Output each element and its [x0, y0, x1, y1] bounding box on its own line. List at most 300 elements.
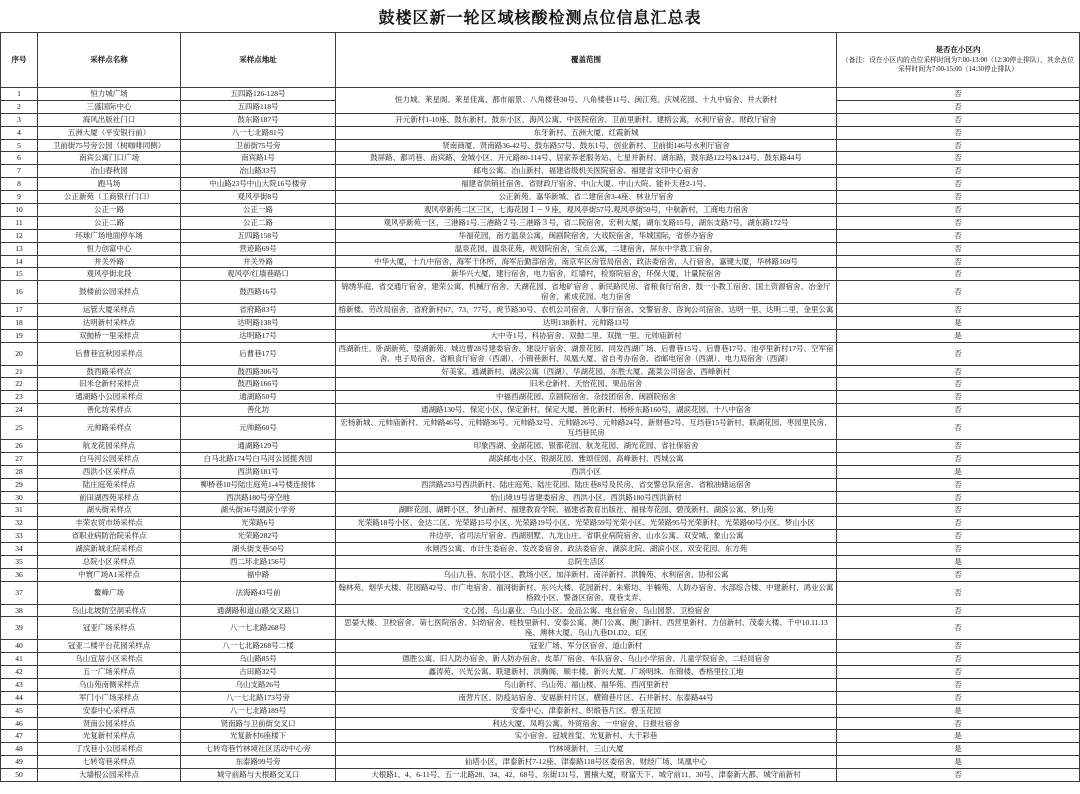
cell-no: 16 [1, 281, 38, 304]
sampling-points-table [0, 32, 1080, 782]
cell-coverage: 竹林境新村、三山大厦 [336, 743, 837, 756]
cell-in-area: 是 [837, 555, 1080, 568]
cell-name: 航龙花园采样点 [38, 439, 181, 452]
cell-name: 达明新村采样点 [38, 317, 181, 330]
cell-addr: 乌山路85号 [181, 653, 336, 666]
table-row [1, 769, 1080, 782]
cell-coverage: 西洪小区 [336, 465, 837, 478]
cell-name: 井关外路 [38, 255, 181, 268]
table-row [1, 691, 1080, 704]
cell-name: 海风出版社门口 [38, 113, 181, 126]
cell-no: 21 [1, 365, 38, 378]
cell-name: 陆庄庭苑采样点 [38, 478, 181, 491]
cell-in-area: 否 [837, 365, 1080, 378]
cell-coverage: 印象西湖、金湖花园、银都花园、航龙花园、湖光花园、省社保宿舍 [336, 439, 837, 452]
cell-no: 31 [1, 504, 38, 517]
cell-in-area: 否 [837, 665, 1080, 678]
cell-addr: 观风亭/红墙巷路口 [181, 268, 336, 281]
cell-name: 安泰中心采样点 [38, 704, 181, 717]
table-row [1, 304, 1080, 317]
cell-coverage: 翰林苑、烟华大楼、花园路42号、市广电宿舍、福河街新村、东兴大楼、花园新村、朱紫坊、半楠苑、人防办宿舍、水部综合楼、中建新村、鸿业公寓格致小区、警备区宿舍、观巷支弄、 [336, 581, 837, 604]
table-row [1, 604, 1080, 617]
cell-in-area: 否 [837, 653, 1080, 666]
cell-coverage: 恒力城、莱星阁、莱星佳寓、都市丽景、八角楼巷30号、八角楼巷11号、闽江苑、庆城花园、十九中宿舍、井大新村 [336, 88, 837, 114]
cell-coverage: 南营片区、防疫站宿舍、安福新村片区、横锦巷片区、石井新村、东泰路44号 [336, 691, 837, 704]
cell-name: 冶山春秋园 [38, 165, 181, 178]
cell-name: 五一广场采样点 [38, 665, 181, 678]
cell-addr: 西洪路181号 [181, 465, 336, 478]
table-row [1, 717, 1080, 730]
table-row [1, 88, 1080, 101]
cell-in-area: 否 [837, 191, 1080, 204]
cell-addr: 光复新村6座楼下 [181, 730, 336, 743]
cell-addr: 五四路118号 [181, 100, 336, 113]
table-row [1, 378, 1080, 391]
cell-addr: 贤南路与卫前街交叉口 [181, 717, 336, 730]
table-row [1, 617, 1080, 640]
cell-name: 善化坊采样点 [38, 404, 181, 417]
cell-coverage: 仙塔小区，津泰新村7-12座、津泰路118号区委宿舍、财经广场、凤凰中心 [336, 756, 837, 769]
cell-name: 环球广场地面停车场 [38, 229, 181, 242]
cell-in-area: 否 [837, 268, 1080, 281]
cell-name: 乌山苑南侧采样点 [38, 678, 181, 691]
table-row [1, 178, 1080, 191]
table-row [1, 452, 1080, 465]
cell-coverage: 大中寺1号、科协宿舍、双抛二里、双抛一里、元帅庙新村 [336, 329, 837, 342]
cell-name: 七转弯巷采样点 [38, 756, 181, 769]
cell-in-area: 否 [837, 717, 1080, 730]
cell-name: 冠亚二楼平台花园采样点 [38, 640, 181, 653]
cell-in-area: 否 [837, 304, 1080, 317]
cell-no: 1 [1, 88, 38, 101]
cell-no: 18 [1, 317, 38, 330]
cell-in-area: 否 [837, 517, 1080, 530]
cell-no: 9 [1, 191, 38, 204]
cell-no: 19 [1, 329, 38, 342]
cell-no: 23 [1, 391, 38, 404]
cell-no: 49 [1, 756, 38, 769]
cell-addr: 鼓东路187号 [181, 113, 336, 126]
cell-addr: 通湖路129号 [181, 439, 336, 452]
cell-coverage: 温泉花园，温泉花苑，规划院宿舍，宝点公寓，二建宿舍，屏东中学教工宿舍， [336, 242, 837, 255]
cell-addr: 白马北路174号白马河公园揽秀园 [181, 452, 336, 465]
cell-coverage: 邮电公寓、冶山新村、福建省级机关医院宿舍、福建省文印中心宿舍 [336, 165, 837, 178]
table-row [1, 391, 1080, 404]
cell-addr: 西二环北路156号 [181, 555, 336, 568]
cell-name: 大墙根公园采样点 [38, 769, 181, 782]
cell-in-area: 是 [837, 329, 1080, 342]
cell-in-area: 否 [837, 404, 1080, 417]
cell-addr: 中山路23号中山大院16号楼旁 [181, 178, 336, 191]
cell-name: 湖头街采样点 [38, 504, 181, 517]
cell-coverage: 乌山九巷、东辰小区、教场小区、加洋新村、南洋新村、洪腾苑、水利宿舍、协和公寓 [336, 568, 837, 581]
cell-no: 22 [1, 378, 38, 391]
cell-in-area: 否 [837, 543, 1080, 556]
table-row [1, 730, 1080, 743]
cell-in-area: 否 [837, 242, 1080, 255]
cell-coverage: 观风亭新苑一区，三港路1号.三港路２号.三港路３号，省二院宿舍，宏利大厦，湖东支路15号，湖东支路7号，湖东路172号 [336, 216, 837, 229]
cell-in-area: 否 [837, 216, 1080, 229]
cell-no: 44 [1, 691, 38, 704]
cell-coverage: 光荣路18号小区、金达二区、光荣路15号小区、光荣路19号小区、光荣路59号光荣小区、光荣路95号光荣新村、光荣路60号小区、梦山小区 [336, 517, 837, 530]
cell-addr: 柳桥巷10号陆庄庭苑1-4号楼连接体 [181, 478, 336, 491]
cell-name: 军门小广场采样点 [38, 691, 181, 704]
cell-no: 40 [1, 640, 38, 653]
cell-no: 15 [1, 268, 38, 281]
table-row [1, 281, 1080, 304]
cell-name: 通湖路小公园采样点 [38, 391, 181, 404]
table-row [1, 704, 1080, 717]
cell-no: 33 [1, 530, 38, 543]
cell-coverage: 鼓屏路、都司巷、南宾路、金城小区、开元路80-114号、居家养老服务站、七星井新村、湖东路，鼓东路122号&124号、鼓东路44号 [336, 152, 837, 165]
cell-name: 公正新苑（工商银行门口） [38, 191, 181, 204]
table-body [1, 88, 1080, 782]
table-row [1, 404, 1080, 417]
cell-in-area: 否 [837, 229, 1080, 242]
header-row [1, 33, 1080, 88]
cell-name: 省职业病防治院采样点 [38, 530, 181, 543]
cell-addr: 光荣路282号 [181, 530, 336, 543]
cell-name: 丰荣农贸市场采样点 [38, 517, 181, 530]
cell-name: 西洪小区采样点 [38, 465, 181, 478]
cell-no: 17 [1, 304, 38, 317]
cell-addr: 五四路158号 [181, 229, 336, 242]
cell-no: 28 [1, 465, 38, 478]
cell-addr: 善化坊 [181, 404, 336, 417]
cell-in-area: 否 [837, 617, 1080, 640]
cell-name: 恒力创富中心 [38, 242, 181, 255]
cell-coverage: 德胜公寓、旧人防办宿舍、新人防办宿舍、皮革厂宿舍、车队宿舍、乌山小学宿舍、儿童学院宿舍、二轻局宿舍 [336, 653, 837, 666]
cell-in-area: 否 [837, 126, 1080, 139]
cell-addr: 元帅路60号 [181, 417, 336, 440]
cell-coverage: 中华大厦，十九中宿舍，海军干休所，海军后勤部宿舍，南京军区房管局宿舍，政法委宿舍，人行宿舍，嘉键大厦，华林路169号 [336, 255, 837, 268]
cell-coverage: 乌山新村、乌山苑、福山楼、福华苑、西河里新村 [336, 678, 837, 691]
cell-name: 冠亚广场采样点 [38, 617, 181, 640]
cell-coverage: 鑫涛苑、兴光公寓、联建新村、洪腾阁、顺丰楼、新兴大厦、广场明珠、东锦楼、香格里拉工地 [336, 665, 837, 678]
cell-name: 公正二路 [38, 216, 181, 229]
table-row [1, 517, 1080, 530]
cell-no: 3 [1, 113, 38, 126]
cell-name: 南宾公寓门口广场 [38, 152, 181, 165]
cell-coverage: 东牙新村、五洲大厦、红霞新城 [336, 126, 837, 139]
cell-no: 14 [1, 255, 38, 268]
cell-no: 8 [1, 178, 38, 191]
cell-in-area: 否 [837, 640, 1080, 653]
cell-no: 36 [1, 568, 38, 581]
cell-addr: 西洪路180号旁空地 [181, 491, 336, 504]
cell-in-area: 否 [837, 113, 1080, 126]
cell-coverage: 榕新楼、劳改局宿舍、省府新村67、73、77号、虎节路30号、农机公司宿舍、人事厅宿舍、交警宿舍、咨询公司宿舍、达明一里、达明二里、金里公寓 [336, 304, 837, 317]
table-row [1, 743, 1080, 756]
table-row [1, 216, 1080, 229]
cell-no: 30 [1, 491, 38, 504]
cell-coverage: 西洪路253号西洪新村、陆庄庭苑、陆庄花园、陆庄巷8号及民房、省交警总队宿舍、省粮油储运宿舍 [336, 478, 837, 491]
cell-name: 旧米仓新村采样点 [38, 378, 181, 391]
cell-name: 鳌峰广场 [38, 581, 181, 604]
cell-name: 后曹巷宜秋园采样点 [38, 342, 181, 365]
cell-addr: 城守前路与大根路交叉口 [181, 769, 336, 782]
cell-in-area: 是 [837, 317, 1080, 330]
cell-name: 乌山宜居小区采样点 [38, 653, 181, 666]
cell-in-area: 否 [837, 100, 1080, 113]
cell-coverage: 贤南商厦、贤南路36-42号、鼓东路57号、鼓东1号，创业新村、卫前街146号水利厅宿舍 [336, 139, 837, 152]
cell-no: 4 [1, 126, 38, 139]
table-row [1, 204, 1080, 217]
cell-name: 运管大厦采样点 [38, 304, 181, 317]
cell-name: 卫前街75号旁公园（树咖啡同侧） [38, 139, 181, 152]
cell-addr: 湖头街支巷50号 [181, 543, 336, 556]
cell-name: 三盛国际中心 [38, 100, 181, 113]
table-row [1, 491, 1080, 504]
cell-no: 35 [1, 555, 38, 568]
cell-no: 34 [1, 543, 38, 556]
cell-no: 41 [1, 653, 38, 666]
cell-addr: 八一七北路173号旁 [181, 691, 336, 704]
table-row [1, 317, 1080, 330]
cell-no: 38 [1, 604, 38, 617]
cell-name: 鼓西路采样点 [38, 365, 181, 378]
cell-in-area: 否 [837, 568, 1080, 581]
cell-addr: 东泰路99号旁 [181, 756, 336, 769]
header-in-area [837, 33, 1080, 88]
table-row [1, 640, 1080, 653]
header-name: 采样点名称 [38, 33, 181, 88]
cell-coverage: 实小宿舍、冠城首玺、光复新村、大干彩巷 [336, 730, 837, 743]
cell-name: 中寰广场A1采样点 [38, 568, 181, 581]
cell-addr: 鼓西路306号 [181, 365, 336, 378]
cell-name: 白马河公园采样点 [38, 452, 181, 465]
cell-in-area: 否 [837, 452, 1080, 465]
cell-addr: 公正二路 [181, 216, 336, 229]
cell-in-area: 否 [837, 491, 1080, 504]
cell-in-area: 否 [837, 178, 1080, 191]
cell-no: 25 [1, 417, 38, 440]
cell-name: 前田湖西苑采样点 [38, 491, 181, 504]
table-header [1, 33, 1080, 88]
table-row [1, 530, 1080, 543]
cell-addr: 达明路138号 [181, 317, 336, 330]
cell-coverage: 好美家、通湖新村、湖滨公寓（西湖）、华湖花园、东胜大厦、蔬菜公司宿舍、西峰新村 [336, 365, 837, 378]
cell-addr: 通湖路和道山路交叉路口 [181, 604, 336, 617]
cell-name: 总院小区采样点 [38, 555, 181, 568]
cell-addr: 通湖路50号 [181, 391, 336, 404]
cell-in-area: 否 [837, 342, 1080, 365]
cell-addr: 福中路 [181, 568, 336, 581]
cell-addr: 八一七北路268号二楼 [181, 640, 336, 653]
cell-name: 跑马场 [38, 178, 181, 191]
table-row [1, 191, 1080, 204]
table-row [1, 653, 1080, 666]
cell-coverage: 开元新村1-10座、鼓东新村、鼓东小区、海风公寓、中医院宿舍、卫前里新村、建榕公寓，水利厅宿舍、财政厅宿舍 [336, 113, 837, 126]
cell-no: 12 [1, 229, 38, 242]
cell-in-area: 否 [837, 281, 1080, 304]
cell-addr: 湖头街36号湖滨小学旁 [181, 504, 336, 517]
cell-no: 29 [1, 478, 38, 491]
cell-no: 43 [1, 678, 38, 691]
cell-no: 47 [1, 730, 38, 743]
cell-in-area: 否 [837, 530, 1080, 543]
header-no: 序号 [1, 33, 38, 88]
cell-no: 45 [1, 704, 38, 717]
cell-in-area: 是 [837, 730, 1080, 743]
table-row [1, 139, 1080, 152]
cell-addr: 后曹巷17号 [181, 342, 336, 365]
cell-coverage: 水闸西公寓、市计生委宿舍、发改委宿舍、政法委宿舍、湖滨北院、湖滨小区、双安花园、东方苑 [336, 543, 837, 556]
table-row [1, 504, 1080, 517]
table-row [1, 568, 1080, 581]
cell-coverage: 旧米仓新村、天怡花园、果品宿舍 [336, 378, 837, 391]
cell-no: 46 [1, 717, 38, 730]
cell-no: 24 [1, 404, 38, 417]
cell-no: 2 [1, 100, 38, 113]
cell-coverage: 湖滨邮电小区、银湖花园、雅颂佳园、高峰新村、西城公寓 [336, 452, 837, 465]
cell-addr: 达明路17号 [181, 329, 336, 342]
cell-addr: 鼓西路16号 [181, 281, 336, 304]
cell-coverage: 总院生活区 [336, 555, 837, 568]
cell-in-area: 否 [837, 139, 1080, 152]
cell-in-area: 否 [837, 152, 1080, 165]
cell-in-area: 否 [837, 439, 1080, 452]
cell-coverage: 观风亭新苑二区三区，七海花园１－９座，观风亭街57号,观风亭街59号，中航新村，工商电力宿舍 [336, 204, 837, 217]
cell-addr: 鼓西路166号 [181, 378, 336, 391]
cell-no: 20 [1, 342, 38, 365]
cell-in-area: 否 [837, 678, 1080, 691]
table-row [1, 365, 1080, 378]
cell-addr: 光荣路6号 [181, 517, 336, 530]
cell-coverage: 中福西湖花园、京剧院宿舍、杂技团宿舍、闽剧院宿舍 [336, 391, 837, 404]
cell-addr: 法海路43号前 [181, 581, 336, 604]
cell-addr: 营迹路69号 [181, 242, 336, 255]
cell-coverage: 福建省供销社宿舍、省财政厅宿舍、中山大厦、中山大院、能补天巷2-1号、 [336, 178, 837, 191]
cell-no: 37 [1, 581, 38, 604]
cell-name: 公正一路 [38, 204, 181, 217]
cell-name: 贤南公园采样点 [38, 717, 181, 730]
cell-name: 光复新村采样点 [38, 730, 181, 743]
cell-coverage: 宏杨新城、元帅庙新村、元帅路46号、元帅路36号、元帅路32号、元帅路26号、元帅路24号、新财巷2号、互垱巷15号新村、联湖花园、枣园里民房、互垱巷民房 [336, 417, 837, 440]
header-addr: 采样点地址 [181, 33, 336, 88]
cell-in-area: 否 [837, 478, 1080, 491]
cell-in-area: 否 [837, 581, 1080, 604]
cell-coverage: 达明138新村、元帅路13号 [336, 317, 837, 330]
table-row [1, 417, 1080, 440]
cell-in-area: 否 [837, 604, 1080, 617]
cell-addr: 八一七北路268号 [181, 617, 336, 640]
cell-coverage: 文心园、乌山嘉业、乌山小区、金品公寓、电台宿舍、乌山园景、卫检宿舍 [336, 604, 837, 617]
cell-no: 42 [1, 665, 38, 678]
table-row [1, 342, 1080, 365]
cell-coverage: 湖畔花园、湖畔小区、梦山新村、福建教育学院、福建省教育出版社、福禄寿花园、碧茂新村、湖滨公寓、梦山苑 [336, 504, 837, 517]
cell-name: 元帅路采样点 [38, 417, 181, 440]
cell-name: 丁戊巷小公园采样点 [38, 743, 181, 756]
cell-addr: 省府路83号 [181, 304, 336, 317]
table-row [1, 113, 1080, 126]
cell-coverage: 思晏大楼、卫校宿舍、第七医院宿舍、妇幼宿舍、桂枝里新村、安泰公寓、澳门公寓、澳门新村、西营里新村、力信新村、茂泰大楼、千中10.11.13座、澳林大厦、乌山九巷D1.D2、E区 [336, 617, 837, 640]
cell-no: 6 [1, 152, 38, 165]
cell-in-area: 是 [837, 743, 1080, 756]
cell-addr: 观风亭街8号 [181, 191, 336, 204]
cell-name: 五洲大厦（平安银行前） [38, 126, 181, 139]
cell-in-area: 是 [837, 465, 1080, 478]
cell-no: 50 [1, 769, 38, 782]
cell-no: 11 [1, 216, 38, 229]
cell-no: 39 [1, 617, 38, 640]
cell-addr: 乌山支路26号 [181, 678, 336, 691]
header-in-area-note: （备注：设在小区内的点位采样时间为7:00-13:00（12:30停止排队），其余点位采样时间为7:00-15:00（14:30停止排队） [841, 57, 1075, 74]
table-row [1, 439, 1080, 452]
cell-no: 5 [1, 139, 38, 152]
cell-addr: 八一七北路81号 [181, 126, 336, 139]
cell-addr: 古田路32号 [181, 665, 336, 678]
cell-in-area: 否 [837, 391, 1080, 404]
table-row [1, 152, 1080, 165]
cell-no: 48 [1, 743, 38, 756]
cell-coverage: 利达大厦、凤鸣公寓、外贸宿舍、一中宿舍、日报社宿舍 [336, 717, 837, 730]
cell-in-area: 是 [837, 704, 1080, 717]
cell-coverage: 华福花园，南方温泉公寓，闽剧院宿舍，大戏院宿舍，华城国际，省侨办宿舍 [336, 229, 837, 242]
cell-in-area: 否 [837, 204, 1080, 217]
cell-addr: 七转弯巷竹林境社区活动中心旁 [181, 743, 336, 756]
cell-addr: 公正一路 [181, 204, 336, 217]
cell-in-area: 否 [837, 255, 1080, 268]
cell-name: 恒力城广场 [38, 88, 181, 101]
cell-no: 26 [1, 439, 38, 452]
table-row [1, 555, 1080, 568]
cell-coverage: 新华兴大厦，建行宿舍，电力宿舍，红墙村，检察院宿舍，环保大厦，计量院宿舍 [336, 268, 837, 281]
cell-in-area: 否 [837, 417, 1080, 440]
cell-in-area: 否 [837, 88, 1080, 101]
cell-no: 27 [1, 452, 38, 465]
cell-coverage: 冠亚广场、军分区宿舍、道山新村 [336, 640, 837, 653]
cell-name: 乌山北坡防空洞采样点 [38, 604, 181, 617]
table-row [1, 465, 1080, 478]
cell-no: 13 [1, 242, 38, 255]
table-row [1, 665, 1080, 678]
cell-addr: 南宾路1号 [181, 152, 336, 165]
table-row [1, 255, 1080, 268]
table-row [1, 242, 1080, 255]
header-coverage: 覆盖范围 [336, 33, 837, 88]
cell-no: 7 [1, 165, 38, 178]
table-row [1, 478, 1080, 491]
cell-no: 32 [1, 517, 38, 530]
cell-coverage: 锦绣华庭、省交通厅宿舍、建荣公寓、机械厅宿舍、天湖花园、省地矿宿舍 、新民路民房、省粮食厅宿舍、鼓一小教工宿舍、国土资源宿舍、冶金厅宿舍、素成花园、电力宿舍 [336, 281, 837, 304]
cell-name: 观风亭街北段 [38, 268, 181, 281]
table-row [1, 268, 1080, 281]
cell-addr: 八一七北路189号 [181, 704, 336, 717]
cell-addr: 卫前街75号旁 [181, 139, 336, 152]
cell-in-area: 否 [837, 165, 1080, 178]
table-row [1, 165, 1080, 178]
cell-addr: 五四路126-128号 [181, 88, 336, 101]
header-in-area-label: 是否在小区内 [935, 45, 981, 55]
cell-coverage: 通湖路130号、保定小区、保定新村、保定大厦、善化新村、杨桥东路160号，湖滨花园、十八中宿舍 [336, 404, 837, 417]
cell-in-area: 是 [837, 756, 1080, 769]
cell-coverage: 公正新苑、嘉华新城、省二建宿舍3-4座、林业厅宿舍 [336, 191, 837, 204]
cell-addr: 井关外路 [181, 255, 336, 268]
cell-no: 10 [1, 204, 38, 217]
cell-coverage: 怡山境19号省建委宿舍、西洪小区、西洪路180号西洪新村 [336, 491, 837, 504]
cell-coverage: 井边亭、省司法厅宿舍、西湖别墅、九龙山庄、省职业病院宿舍、山水公寓、双安城、象山公寓 [336, 530, 837, 543]
table-row [1, 756, 1080, 769]
table-row [1, 581, 1080, 604]
cell-coverage: 西湖新庄、卧湖新苑、望湖新苑、城边曹28号建委宿舍、建设厅宿舍、湖景花园、同发西湖广场、后曹巷15号、后曹巷17号、池亭里新村17号、空军宿舍、电子局宿舍、省粮食厅宿舍（西湖）、小锦巷新村、凤凰大厦、省自考办宿舍、省邮电宿舍（西湖）、电力局宿舍（西湖） [336, 342, 837, 365]
cell-in-area: 否 [837, 504, 1080, 517]
table-row [1, 229, 1080, 242]
table-row [1, 126, 1080, 139]
page-title: 鼓楼区新一轮区域核酸检测点位信息汇总表 [378, 10, 702, 27]
cell-coverage: 大根路1、4、6-11号、五一北路28、34、42、68号、东街131号、置楠大厦，财富天下、城守前11、30号、津泰新大都、城守前新村 [336, 769, 837, 782]
table-row [1, 329, 1080, 342]
